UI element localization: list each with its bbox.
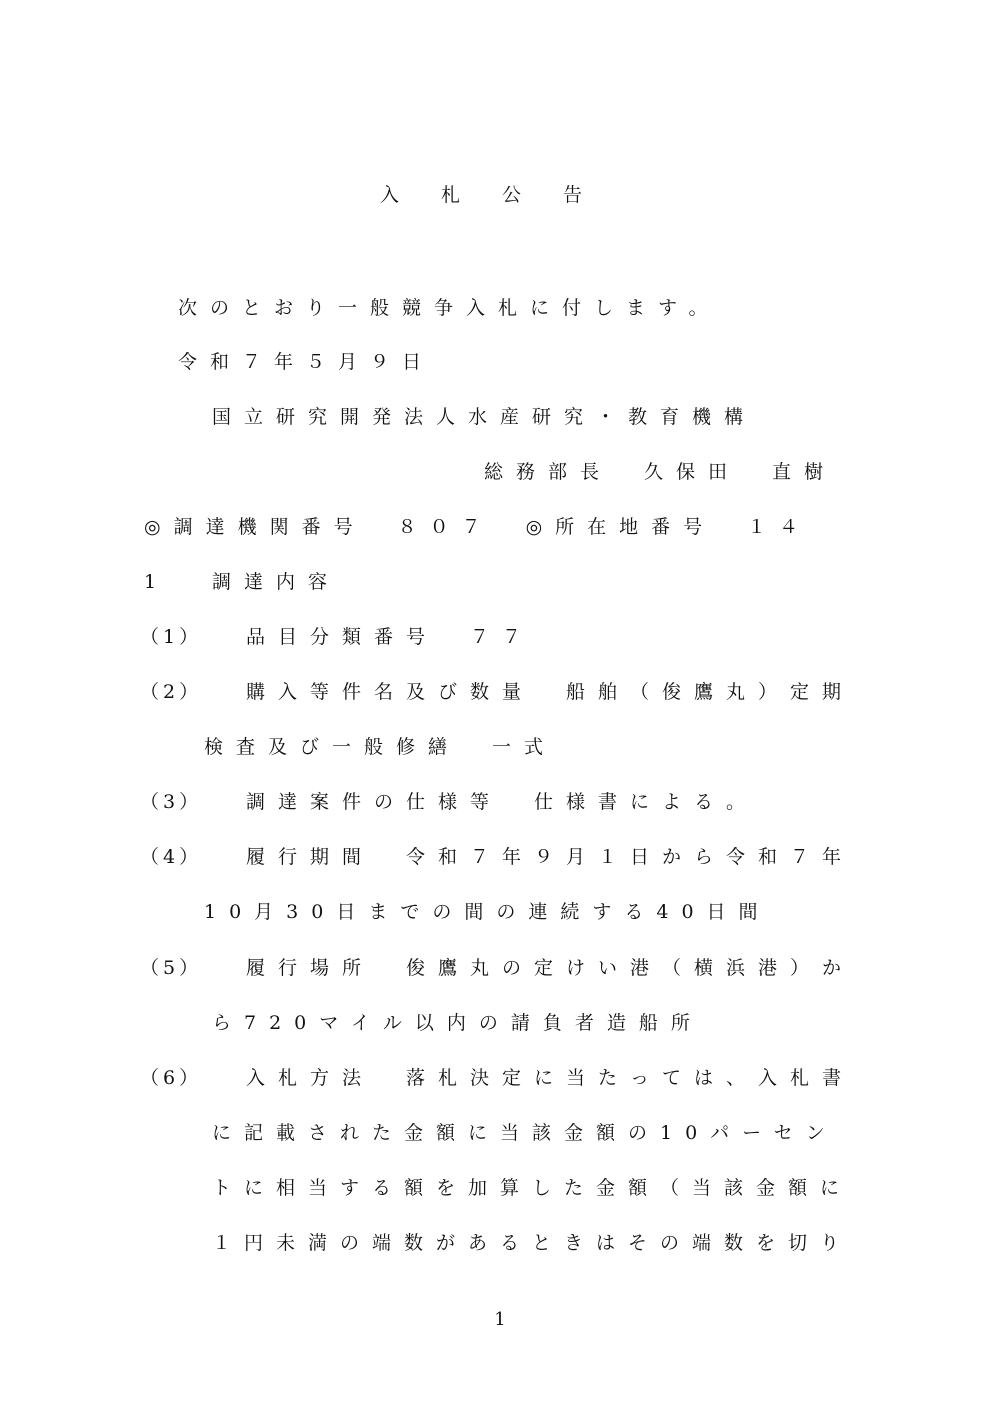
page-number: 1 [494, 1309, 506, 1330]
official-name: 総務部長 久保田 直樹 [484, 461, 837, 483]
item-line: 履行期間 令和７年９月１日から令和７年 [246, 846, 855, 868]
item-line: ら720マイル以内の請負者造船所 [212, 1012, 703, 1034]
item-line: １円未満の端数があるときはその端数を切り [212, 1232, 853, 1254]
item-line: 10月30日までの間の連続する40日間 [204, 901, 771, 923]
procurement-codes: ◎調達機関番号 ８０７ ◎所在地番号 １４ [144, 516, 812, 538]
item-number: （3） [140, 791, 203, 813]
intro-text: 次のとおり一般競争入札に付します。 [178, 297, 721, 319]
item-number: （6） [140, 1067, 203, 1089]
item-number: （5） [140, 957, 203, 979]
section-number: 1 [144, 571, 161, 593]
item-number: （2） [140, 681, 203, 703]
item-number: （1） [140, 626, 203, 648]
item-line: トに相当する額を加算した金額（当該金額に [212, 1177, 853, 1199]
item-line: 入札方法 落札決定に当たっては、入札書 [246, 1067, 855, 1089]
section-heading: 調達内容 [212, 571, 341, 593]
document-title: 入札公告 [380, 184, 625, 206]
item-line: に記載された金額に当該金額の10パーセン [212, 1122, 838, 1144]
item-line: 調達案件の仕様等 仕様書による。 [246, 791, 759, 813]
item-line: 検査及び一般修繕 一式 [204, 736, 557, 758]
notice-date: 令和７年５月９日 [178, 351, 435, 373]
item-number: （4） [140, 846, 203, 868]
item-line: 購入等件名及び数量 船舶（俊鷹丸）定期 [246, 681, 855, 703]
item-line: 履行場所 俊鷹丸の定けい港（横浜港）か [246, 957, 855, 979]
item-line: 品目分類番号 ７７ [246, 626, 535, 648]
organization-name: 国立研究開発法人水産研究・教育機構 [212, 406, 757, 428]
